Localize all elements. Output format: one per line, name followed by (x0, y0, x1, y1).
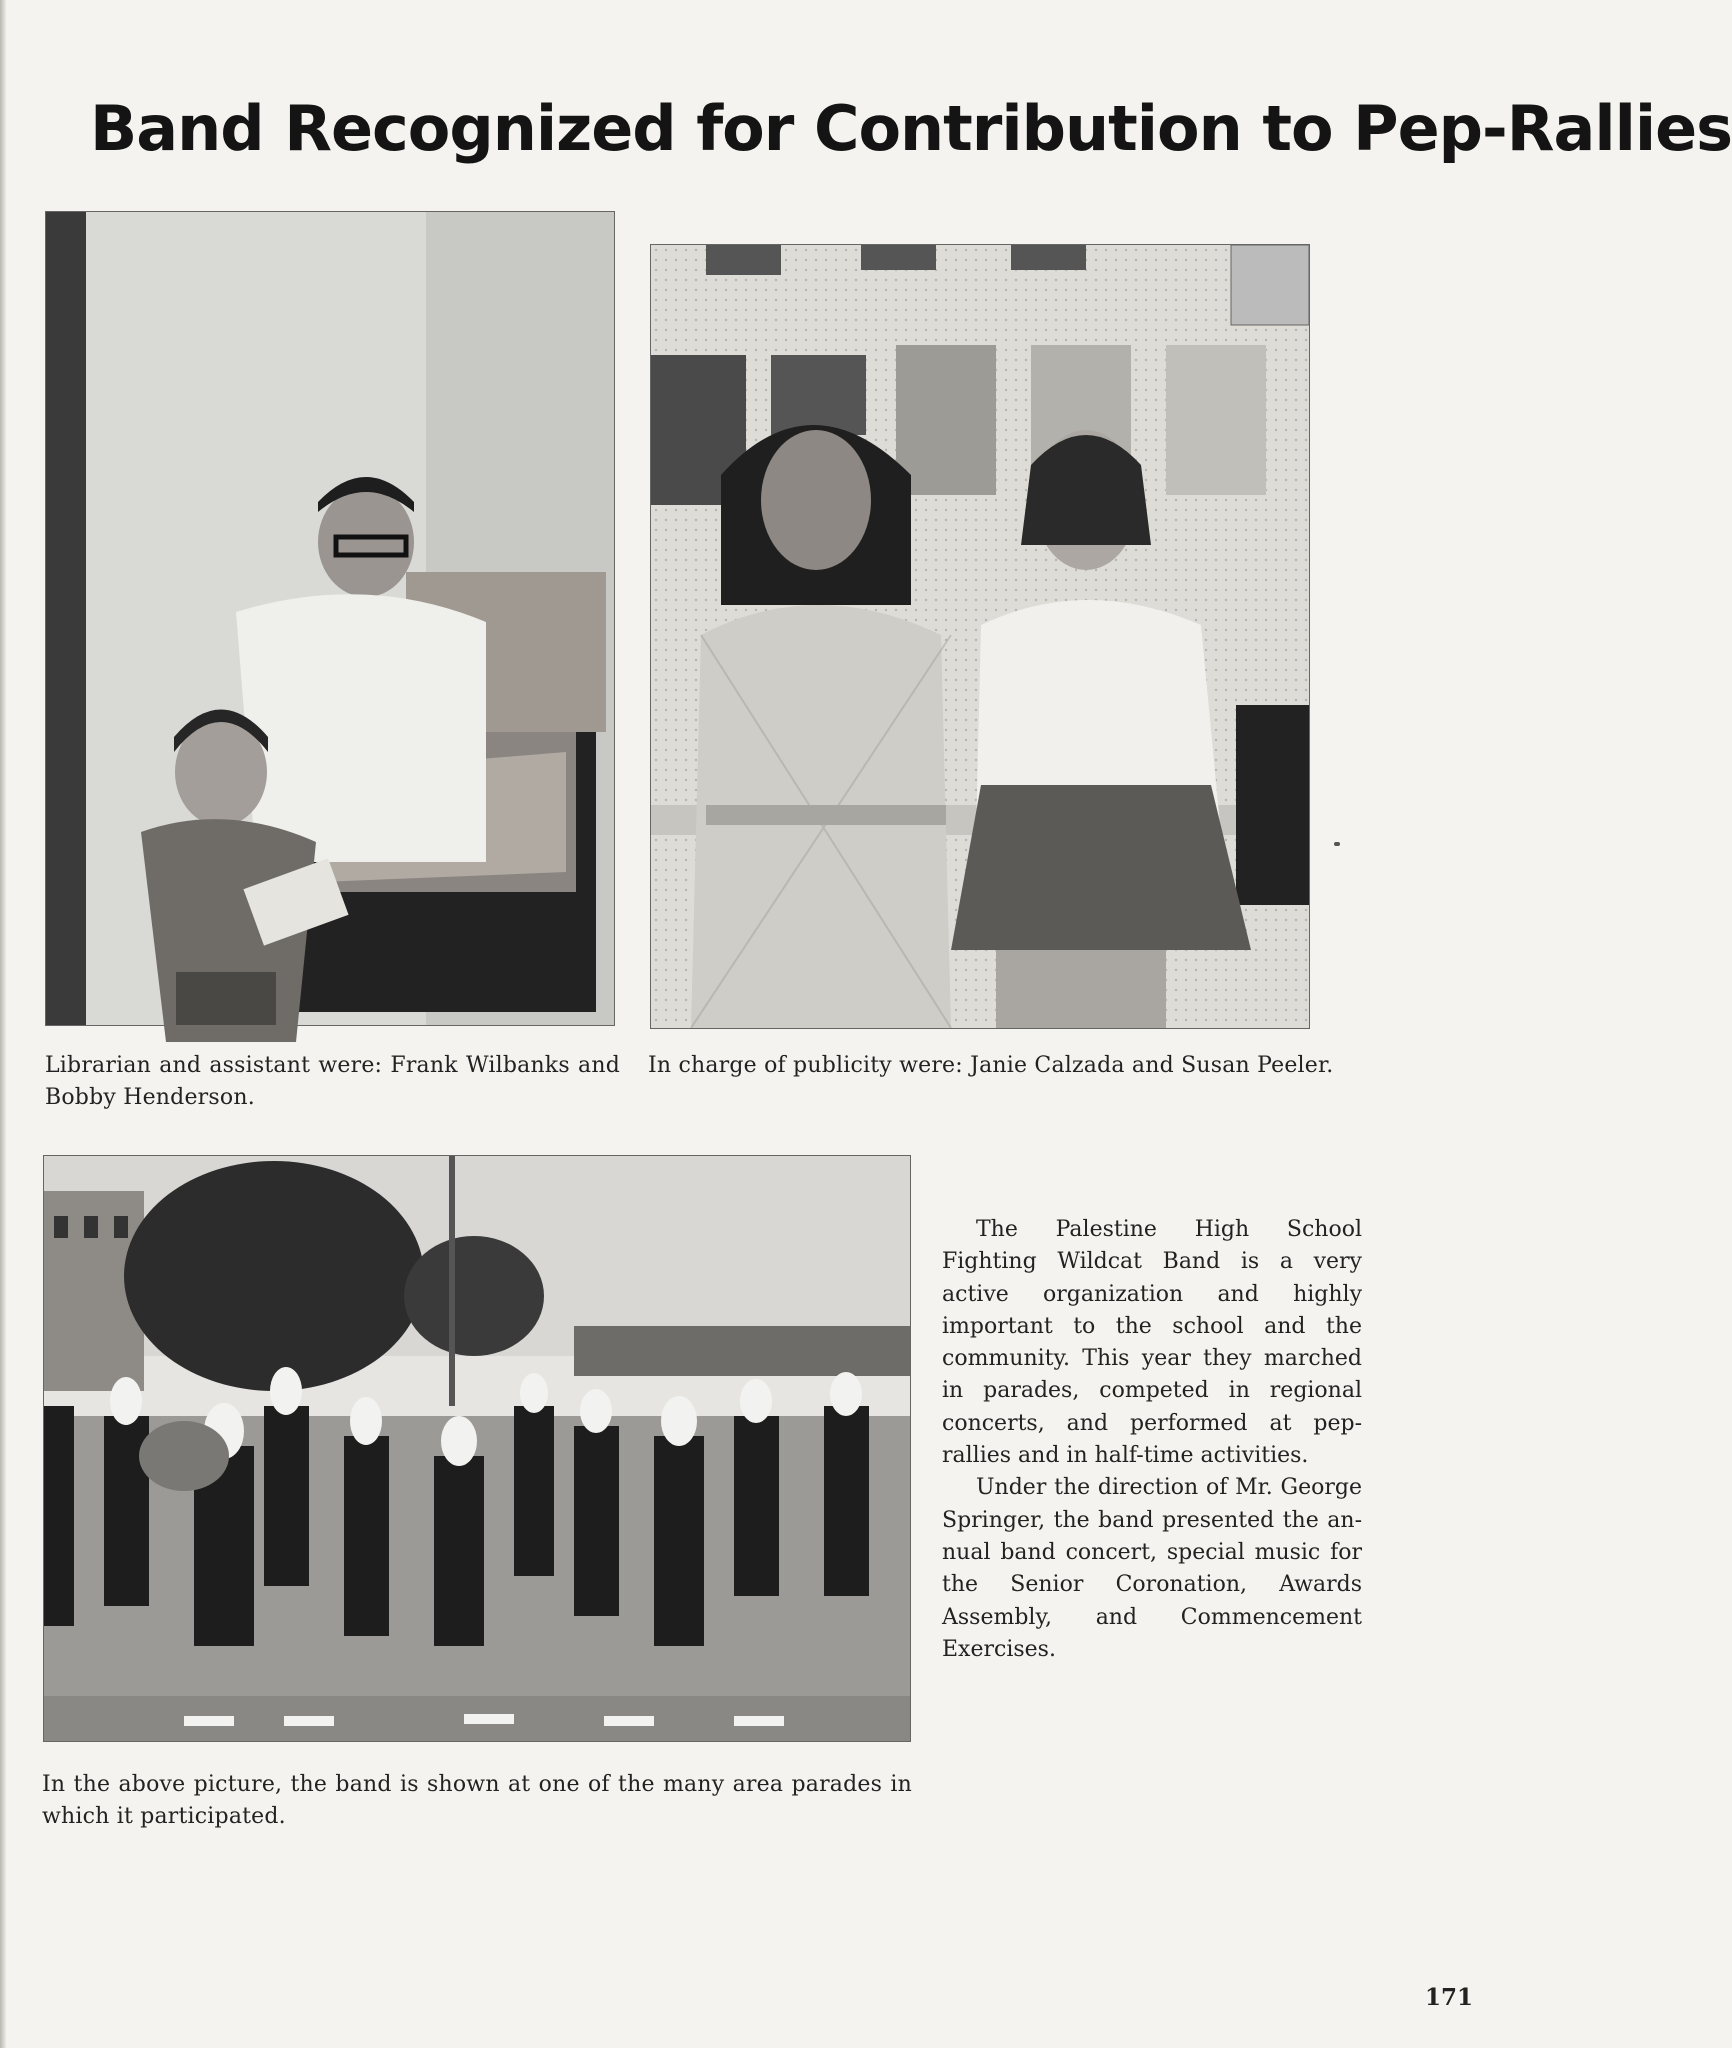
librarians-caption: Librarian and assistant were: Frank Wilbanks and Bobby Henderson. (45, 1053, 620, 1110)
publicity-caption: In charge of publicity were: Janie Calzada and Susan Peeler. (648, 1053, 1334, 1078)
band-article (942, 1214, 1362, 1666)
page-number: 171 (1425, 1984, 1474, 2011)
page-binding-edge (0, 0, 6, 2048)
article-paragraph-2: Under the direction of Mr. George Springer, the band presented the annual band concert, special music for the Senior Coronation, Awards Assembly, and Commencement Exercises. (942, 1475, 1362, 1662)
parade-photo (43, 1155, 911, 1742)
parade-caption: In the above picture, the band is shown at one of the many area parades in which it participated. (42, 1772, 912, 1829)
page-title: Band Recognized for Contribution to Pep-Rallies (90, 92, 1732, 165)
publicity-photo (650, 244, 1310, 1029)
article-paragraph-1: The Palestine High School Fighting Wildcat Band is a very active organization and highly important to the school and the community. This year they marched in parades, competed in regional concerts, and performed at pep-rallies and in half-time activities. (942, 1217, 1362, 1469)
print-speck (1334, 842, 1340, 846)
librarians-photo (45, 211, 615, 1026)
